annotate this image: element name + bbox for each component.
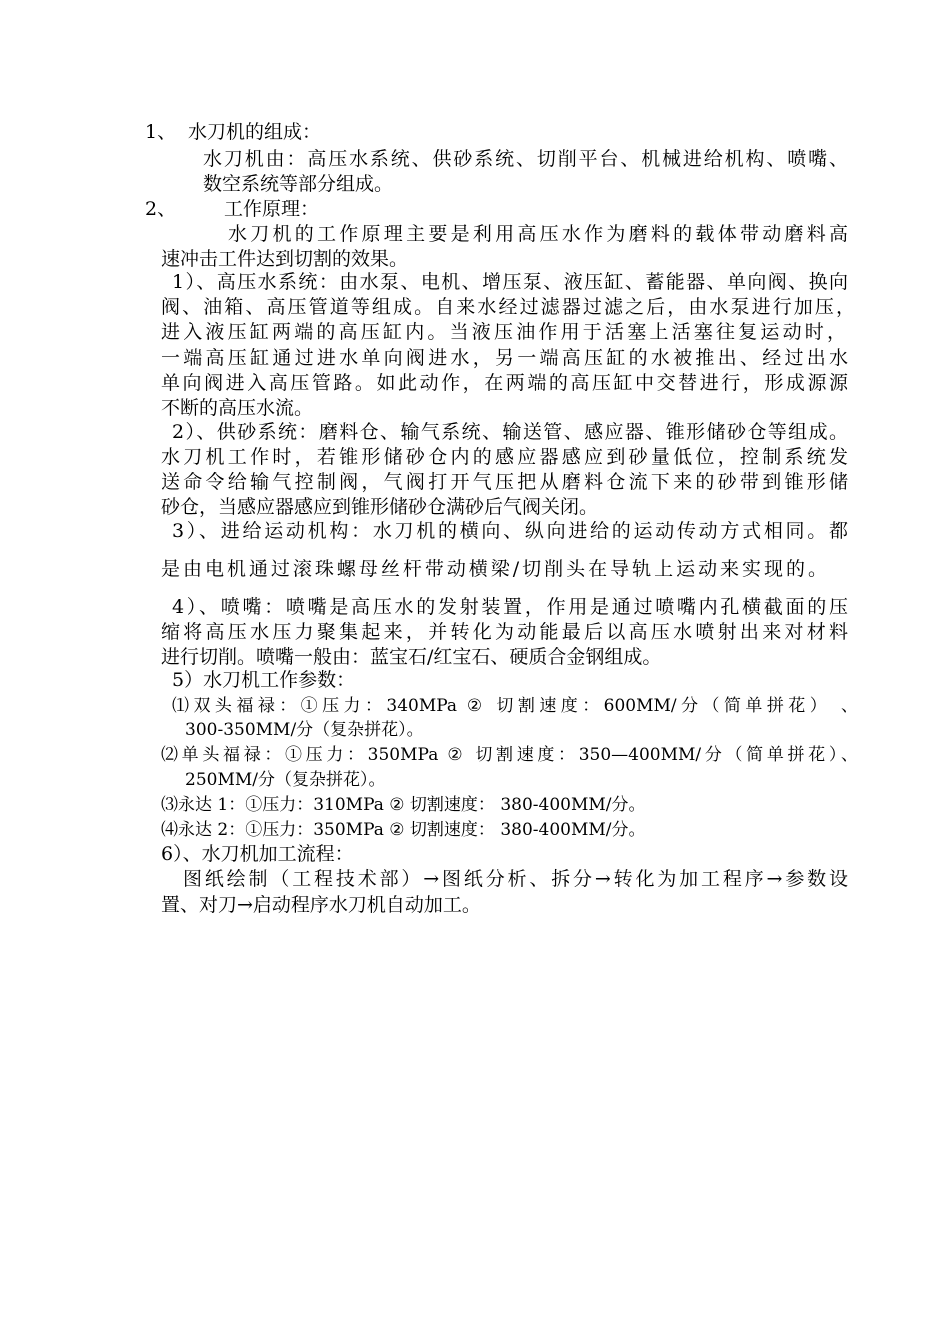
p4-line-1: 4）、喷嘴：喷嘴是高压水的发射装置，作用是通过喷嘴内孔横截面的压	[172, 596, 848, 618]
params-line-6: ⑷永达 2：①压力：350MPa ② 切割速度： 380-400MM/分。	[161, 820, 646, 840]
p1-line-5: 单向阀进入高压管路。如此动作，在两端的高压缸中交替进行，形成源源	[161, 372, 848, 394]
p1-line-3: 进入液压缸两端的高压缸内。当液压油作用于活塞上活塞往复运动时，	[161, 321, 846, 343]
p3-line-1: 3）、进给运动机构：水刀机的横向、纵向进给的运动传动方式相同。都	[172, 520, 848, 542]
section-2-number: 2、	[145, 198, 177, 220]
section-1-line-1: 水刀机由：高压水系统、供砂系统、切削平台、机械进给机构、喷嘴、	[203, 148, 848, 170]
p1-line-4: 一端高压缸通过进水单向阀进水，另一端高压缸的水被推出、经过出水	[161, 347, 848, 369]
p2-line-1: 2）、供砂系统：磨料仓、输气系统、输送管、感应器、锥形储砂仓等组成。	[172, 421, 848, 443]
p2-line-3: 送命令给输气控制阀，气阀打开气压把从磨料仓流下来的砂带到锥形储	[161, 471, 848, 493]
section-2-intro-line-2: 速冲击工件达到切割的效果。	[161, 248, 409, 270]
p4-line-2: 缩将高压水压力聚集起来，并转化为动能最后以高压水喷射出来对材料	[161, 621, 848, 643]
p2-line-2: 水刀机工作时，若锥形储砂仓内的感应器感应到砂量低位，控制系统发	[161, 446, 848, 468]
section-1-line-2: 数空系统等部分组成。	[203, 173, 394, 195]
section-2-title: 工作原理：	[224, 198, 320, 220]
p6-line-1: 图纸绘制（工程技术部）→图纸分析、拆分→转化为加工程序→参数设	[183, 868, 848, 890]
p1-line-2: 阀、油箱、高压管道等组成。自来水经过滤器过滤之后，由水泵进行加压，	[161, 296, 855, 318]
p6-line-2: 置、对刀→启动程序水刀机自动加工。	[161, 894, 481, 916]
p6-title: 6）、水刀机加工流程：	[161, 843, 354, 865]
p3-line-2: 是由电机通过滚珠螺母丝杆带动横梁/切削头在导轨上运动来实现的。	[161, 558, 827, 580]
p5-title: 5）水刀机工作参数：	[172, 669, 356, 691]
section-1-number: 1、	[145, 121, 177, 143]
params-line-3: ⑵单头福禄：①压力：350MPa ② 切割速度：350—400MM/分（简单拼花）、	[161, 745, 858, 765]
p4-line-3: 进行切削。喷嘴一般由：蓝宝石/红宝石、硬质合金钢组成。	[161, 646, 662, 668]
section-1-title: 水刀机的组成：	[188, 121, 322, 143]
params-line-5: ⑶永达 1：①压力：310MPa ② 切割速度： 380-400MM/分。	[161, 795, 646, 815]
section-2-intro-line-1: 水刀机的工作原理主要是利用高压水作为磨料的载体带动磨料高	[228, 223, 848, 245]
p1-line-1: 1）、高压水系统：由水泵、电机、增压泵、液压缸、蓄能器、单向阀、换向	[172, 271, 848, 293]
params-line-2: 300-350MM/分（复杂拼花）。	[185, 720, 424, 740]
p2-line-4: 砂仓，当感应器感应到锥形储砂仓满砂后气阀关闭。	[161, 496, 599, 518]
params-line-1: ⑴双头福禄：①压力：340MPa ② 切割速度：600MM/分（简单拼花） 、	[172, 696, 858, 716]
p1-line-6: 不断的高压水流。	[161, 397, 314, 419]
params-line-4: 250MM/分（复杂拼花）。	[185, 770, 386, 790]
